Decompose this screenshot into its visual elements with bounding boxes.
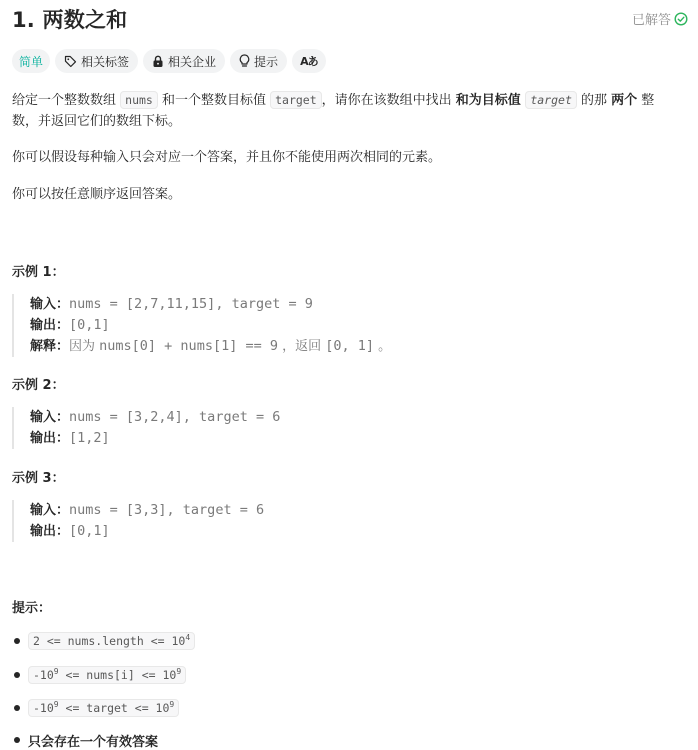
text: 的那 bbox=[576, 93, 612, 108]
constraint-text: -10 bbox=[33, 668, 54, 682]
inline-code-nums: nums bbox=[120, 91, 158, 109]
related-companies-label: 相关企业 bbox=[168, 54, 217, 69]
constraints-title: 提示： bbox=[12, 601, 52, 616]
example-2-block bbox=[12, 407, 280, 449]
example-1-title: 示例 1： bbox=[12, 265, 65, 280]
example-3-title: 示例 3： bbox=[12, 471, 65, 486]
constraint-4: 只会存在一个有效答案 bbox=[28, 735, 159, 750]
example-3-block bbox=[12, 500, 264, 542]
superscript: 4 bbox=[185, 633, 191, 642]
explain-code: [0, 1] bbox=[325, 338, 375, 354]
explain-text: 因为 bbox=[69, 339, 100, 354]
superscript: 9 bbox=[53, 667, 59, 676]
related-companies-button[interactable] bbox=[143, 49, 225, 73]
bullet bbox=[14, 737, 20, 743]
bold-text: 两个 bbox=[611, 93, 638, 108]
inline-code-target-italic: target bbox=[525, 91, 577, 109]
input-label: 输入： bbox=[30, 503, 70, 518]
problem-title: 1. 两数之和 bbox=[12, 8, 128, 32]
example-output: [0,1] bbox=[69, 523, 110, 539]
hints-label: 提示 bbox=[254, 54, 279, 69]
description-paragraph-1 bbox=[12, 90, 654, 132]
description-paragraph-2: 你可以假设每种输入只会对应一个答案，并且你不能使用两次相同的元素。 bbox=[12, 150, 442, 165]
superscript: 9 bbox=[169, 700, 175, 709]
hints-button[interactable] bbox=[230, 49, 287, 73]
tag-icon bbox=[64, 55, 77, 68]
related-tags-label: 相关标签 bbox=[81, 54, 130, 69]
solved-status bbox=[632, 9, 688, 28]
tag-bar bbox=[12, 49, 326, 73]
explain-label: 解释： bbox=[30, 339, 70, 354]
example-input: nums = [2,7,11,15], target = 9 bbox=[69, 296, 313, 312]
text: 整 bbox=[637, 93, 655, 108]
difficulty-badge[interactable] bbox=[12, 49, 50, 73]
difficulty-label: 简单 bbox=[19, 54, 44, 69]
example-1-block bbox=[12, 294, 391, 357]
constraint-text: -10 bbox=[33, 701, 54, 715]
superscript: 9 bbox=[176, 667, 182, 676]
bold-text: 和为目标值 bbox=[455, 93, 526, 108]
text: 和一个整数目标值 bbox=[157, 93, 271, 108]
description-line-2: 数，并返回它们的数组下标。 bbox=[12, 114, 182, 129]
constraint-1 bbox=[28, 632, 195, 650]
example-output: [0,1] bbox=[69, 317, 110, 333]
related-tags-button[interactable] bbox=[55, 49, 138, 73]
constraint-3 bbox=[28, 699, 179, 717]
translate-button[interactable] bbox=[292, 49, 326, 73]
example-2-title: 示例 2： bbox=[12, 378, 65, 393]
output-label: 输出： bbox=[30, 524, 70, 539]
text: ，请你在该数组中找出 bbox=[321, 93, 456, 108]
explain-text: ，返回 bbox=[277, 339, 326, 354]
constraint-2 bbox=[28, 666, 186, 684]
translate-icon: Aあ bbox=[300, 55, 318, 68]
explain-code: nums[0] + nums[1] == 9 bbox=[99, 338, 278, 354]
lightbulb-icon bbox=[239, 54, 250, 68]
superscript: 9 bbox=[53, 700, 59, 709]
example-input: nums = [3,2,4], target = 6 bbox=[69, 409, 281, 425]
example-output: [1,2] bbox=[69, 430, 110, 446]
example-input: nums = [3,3], target = 6 bbox=[69, 502, 265, 518]
constraint-text: 2 <= nums.length <= 10 bbox=[33, 634, 186, 648]
description-paragraph-3: 你可以按任意顺序返回答案。 bbox=[12, 187, 182, 202]
constraint-text: <= target <= 10 bbox=[58, 701, 170, 715]
bullet bbox=[14, 705, 20, 711]
input-label: 输入： bbox=[30, 297, 70, 312]
output-label: 输出： bbox=[30, 318, 70, 333]
text: 给定一个整数数组 bbox=[12, 93, 121, 108]
bullet bbox=[14, 672, 20, 678]
inline-code-target: target bbox=[270, 91, 322, 109]
constraint-text: <= nums[i] <= 10 bbox=[58, 668, 177, 682]
input-label: 输入： bbox=[30, 410, 70, 425]
output-label: 输出： bbox=[30, 431, 70, 446]
solved-label: 已解答 bbox=[631, 13, 671, 28]
check-circle-icon bbox=[674, 12, 688, 26]
explain-text: 。 bbox=[374, 339, 392, 354]
bullet bbox=[14, 638, 20, 644]
lock-icon bbox=[152, 55, 164, 68]
